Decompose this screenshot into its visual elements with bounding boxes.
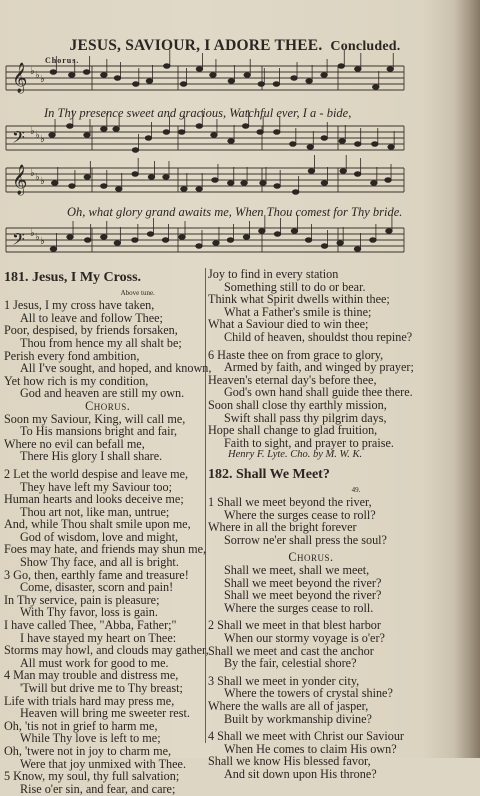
chorus-line: To His mansions bright and fair, (20, 424, 178, 439)
tune-note: Above tune. (120, 288, 155, 297)
hymn-182-heading: 182. Shall We Meet? (208, 466, 330, 482)
verse-line: While Thy love is left to me; (20, 731, 161, 746)
svg-text:♭: ♭ (35, 130, 40, 141)
verse-line: Shall we know His blessed favor, (208, 754, 371, 769)
hymn-182-number-mark: 49. (351, 485, 361, 494)
svg-text:𝄞: 𝄞 (12, 63, 28, 92)
verse-line: 1 Jesus, I my cross have taken, (4, 298, 155, 313)
verse-line: 3 Go, then, earthly fame and treasure! (4, 567, 189, 582)
verse-line: I have stayed my heart on Thee: (20, 630, 177, 645)
right-column (208, 268, 414, 781)
svg-text:♭: ♭ (35, 70, 40, 81)
verse-line: Where the walls are all of jasper, (208, 699, 369, 713)
svg-text:♭: ♭ (30, 126, 35, 137)
svg-text:♭: ♭ (30, 228, 35, 239)
verse-line: 4 Shall we meet with Christ our Saviour (208, 729, 404, 744)
chorus-line: Shall we meet, shall we meet, (224, 563, 370, 578)
verse-line: I have called Thee, "Abba, Father;" (4, 618, 177, 633)
verse-line: When He comes to claim His own? (224, 741, 397, 756)
title-text: JESUS, SAVIOUR, I ADORE THEE. (69, 37, 323, 54)
verse-line: Think what Spirit dwells within thee; (208, 292, 390, 307)
chorus-line: Shall we meet beyond the river? (224, 575, 382, 590)
verse-line: Faith to sight, and prayer to praise. (224, 435, 394, 450)
verse-line: Were that joy unmixed with Thee. (20, 756, 186, 771)
verse-line: God's own hand shall guide thee there. (224, 385, 413, 400)
chorus-line: Shall we meet beyond the river? (224, 588, 382, 603)
verse-line: Joy to find in every station (208, 267, 339, 281)
verse-line: 4 Man may trouble and distress me, (4, 668, 179, 683)
verse-line: By the fair, celestial shore? (224, 656, 357, 671)
verse-line: 2 Shall we meet in that blest harbor (208, 618, 381, 633)
svg-text:♭: ♭ (35, 232, 40, 243)
verse-line: Show Thy face, and all is bright. (20, 555, 179, 570)
verse-line: 2 Let the world despise and leave me, (4, 466, 189, 481)
verse-line: What a Saviour died to win thee; (208, 317, 369, 332)
verse-line: Heaven will bring me sweeter rest. (20, 706, 190, 721)
svg-text:♭: ♭ (40, 236, 45, 247)
verse-line: Built by workmanship divine? (224, 711, 372, 726)
hymn-181-heading: 181. Jesus, I My Cross. (4, 270, 142, 285)
verse-line: Swift shall pass thy pilgrim days, (224, 410, 387, 425)
chorus-heading: Chorus. (288, 550, 334, 565)
verse-line: Storms may howl, and clouds may gather, (4, 643, 209, 658)
verse-line: Perish every fond ambition, (4, 348, 140, 363)
chorus-line: Where the surges cease to roll. (224, 600, 374, 615)
verse-line: And sit down upon His throne? (224, 766, 377, 781)
verse-line: Where in all the bright forever (208, 520, 357, 535)
verse-line: All to leave and follow Thee; (20, 310, 163, 325)
verse-line: Soon shall close thy earthly mission, (208, 397, 387, 412)
verse-line: 3 Shall we meet in yonder city, (208, 673, 360, 688)
verse-line: All must work for good to me. (20, 655, 169, 670)
verse-line: Poor, despised, by friends forsaken, (4, 323, 178, 338)
verse-line: Oh, 'tis not in grief to harm me, (4, 718, 158, 733)
verse-line: 5 Know, my soul, thy full salvation; (4, 769, 180, 784)
verse-line: Sorrow ne'er shall press the soul? (224, 532, 387, 547)
left-column (4, 270, 211, 795)
verse-line: Child of heaven, shouldst thou repine? (224, 329, 413, 344)
chorus-line: There His glory I shall share. (20, 449, 163, 464)
verse-line: In Thy service, pain is pleasure; (4, 592, 160, 607)
verse-line: Rise o'er sin, and fear, and care; (20, 781, 176, 796)
verse-line: All I've sought, and hoped, and known, (20, 361, 212, 376)
svg-text:♭: ♭ (30, 168, 35, 179)
verse-line: Heaven's eternal day's before thee, (208, 372, 377, 387)
verse-line: With Thy favor, loss is gain. (20, 605, 158, 620)
verse-line: Where the towers of crystal shine? (224, 686, 393, 701)
verse-line: God of wisdom, love and might, (20, 529, 179, 544)
svg-text:♭: ♭ (40, 176, 45, 187)
verse-line: And, while Thou shalt smile upon me, (4, 517, 191, 532)
verse-line: Yet how rich is my condition, (4, 373, 149, 388)
verse-line: Thou art not, like man, untrue; (20, 504, 170, 519)
chorus-line: Where no evil can befall me, (4, 436, 145, 451)
chorus-line: Soon my Saviour, King, will call me, (4, 411, 186, 426)
verse-line: Where the surges cease to roll? (224, 507, 376, 522)
svg-text:𝄢: 𝄢 (12, 231, 25, 253)
verse-line: 6 Haste thee on from grace to glory, (208, 347, 384, 362)
verse-line: Human hearts and looks deceive me; (4, 492, 184, 507)
verse-line: God and heaven are still my own. (20, 386, 185, 401)
verse-line: Come, disaster, scorn and pain! (20, 580, 174, 595)
chorus-lyric-line-2: Oh, what glory grand awaits me, When Thou comest for Thy bride. (67, 205, 403, 219)
attribution: Henry F. Lyte. Cho. by M. W. K. (228, 449, 363, 461)
verse-line: Something still to do or bear. (224, 279, 366, 294)
svg-text:𝄞: 𝄞 (12, 165, 28, 194)
verse-line: Foes may hate, and friends may shun me, (4, 542, 207, 557)
title-suffix: Concluded. (330, 39, 401, 54)
svg-text:𝄢: 𝄢 (12, 129, 25, 151)
verse-line: 1 Shall we meet beyond the river, (208, 495, 372, 510)
verse-line: What a Father's smile is thine; (224, 304, 372, 319)
chorus-lyric-line-1: In Thy presence sweet and gracious, Watchful ever, I a - bide, (44, 106, 352, 120)
verse-line: They have left my Saviour too; (20, 479, 172, 494)
chorus-heading: Chorus. (85, 398, 131, 413)
chorus-label: Chorus. (45, 56, 80, 65)
verse-line: When our stormy voyage is o'er? (224, 631, 385, 646)
svg-text:♭: ♭ (35, 172, 40, 183)
svg-text:♭: ♭ (40, 134, 45, 145)
svg-text:♭: ♭ (40, 74, 45, 85)
sheet-music (0, 60, 470, 265)
verse-line: Oh, 'twere not in joy to charm me, (4, 743, 172, 758)
verse-line: 'Twill but drive me to Thy breast; (20, 681, 183, 695)
verse-line: Thou from hence my all shalt be; (20, 335, 182, 350)
verse-line: Life with trials hard may press me, (4, 693, 175, 708)
verse-line: Hope shall change to glad fruition, (208, 423, 378, 438)
svg-text:♭: ♭ (30, 66, 35, 77)
verse-line: Shall we meet and cast the anchor (208, 643, 374, 658)
page-title (0, 37, 470, 55)
verse-line: Armed by faith, and winged by prayer; (224, 360, 414, 375)
